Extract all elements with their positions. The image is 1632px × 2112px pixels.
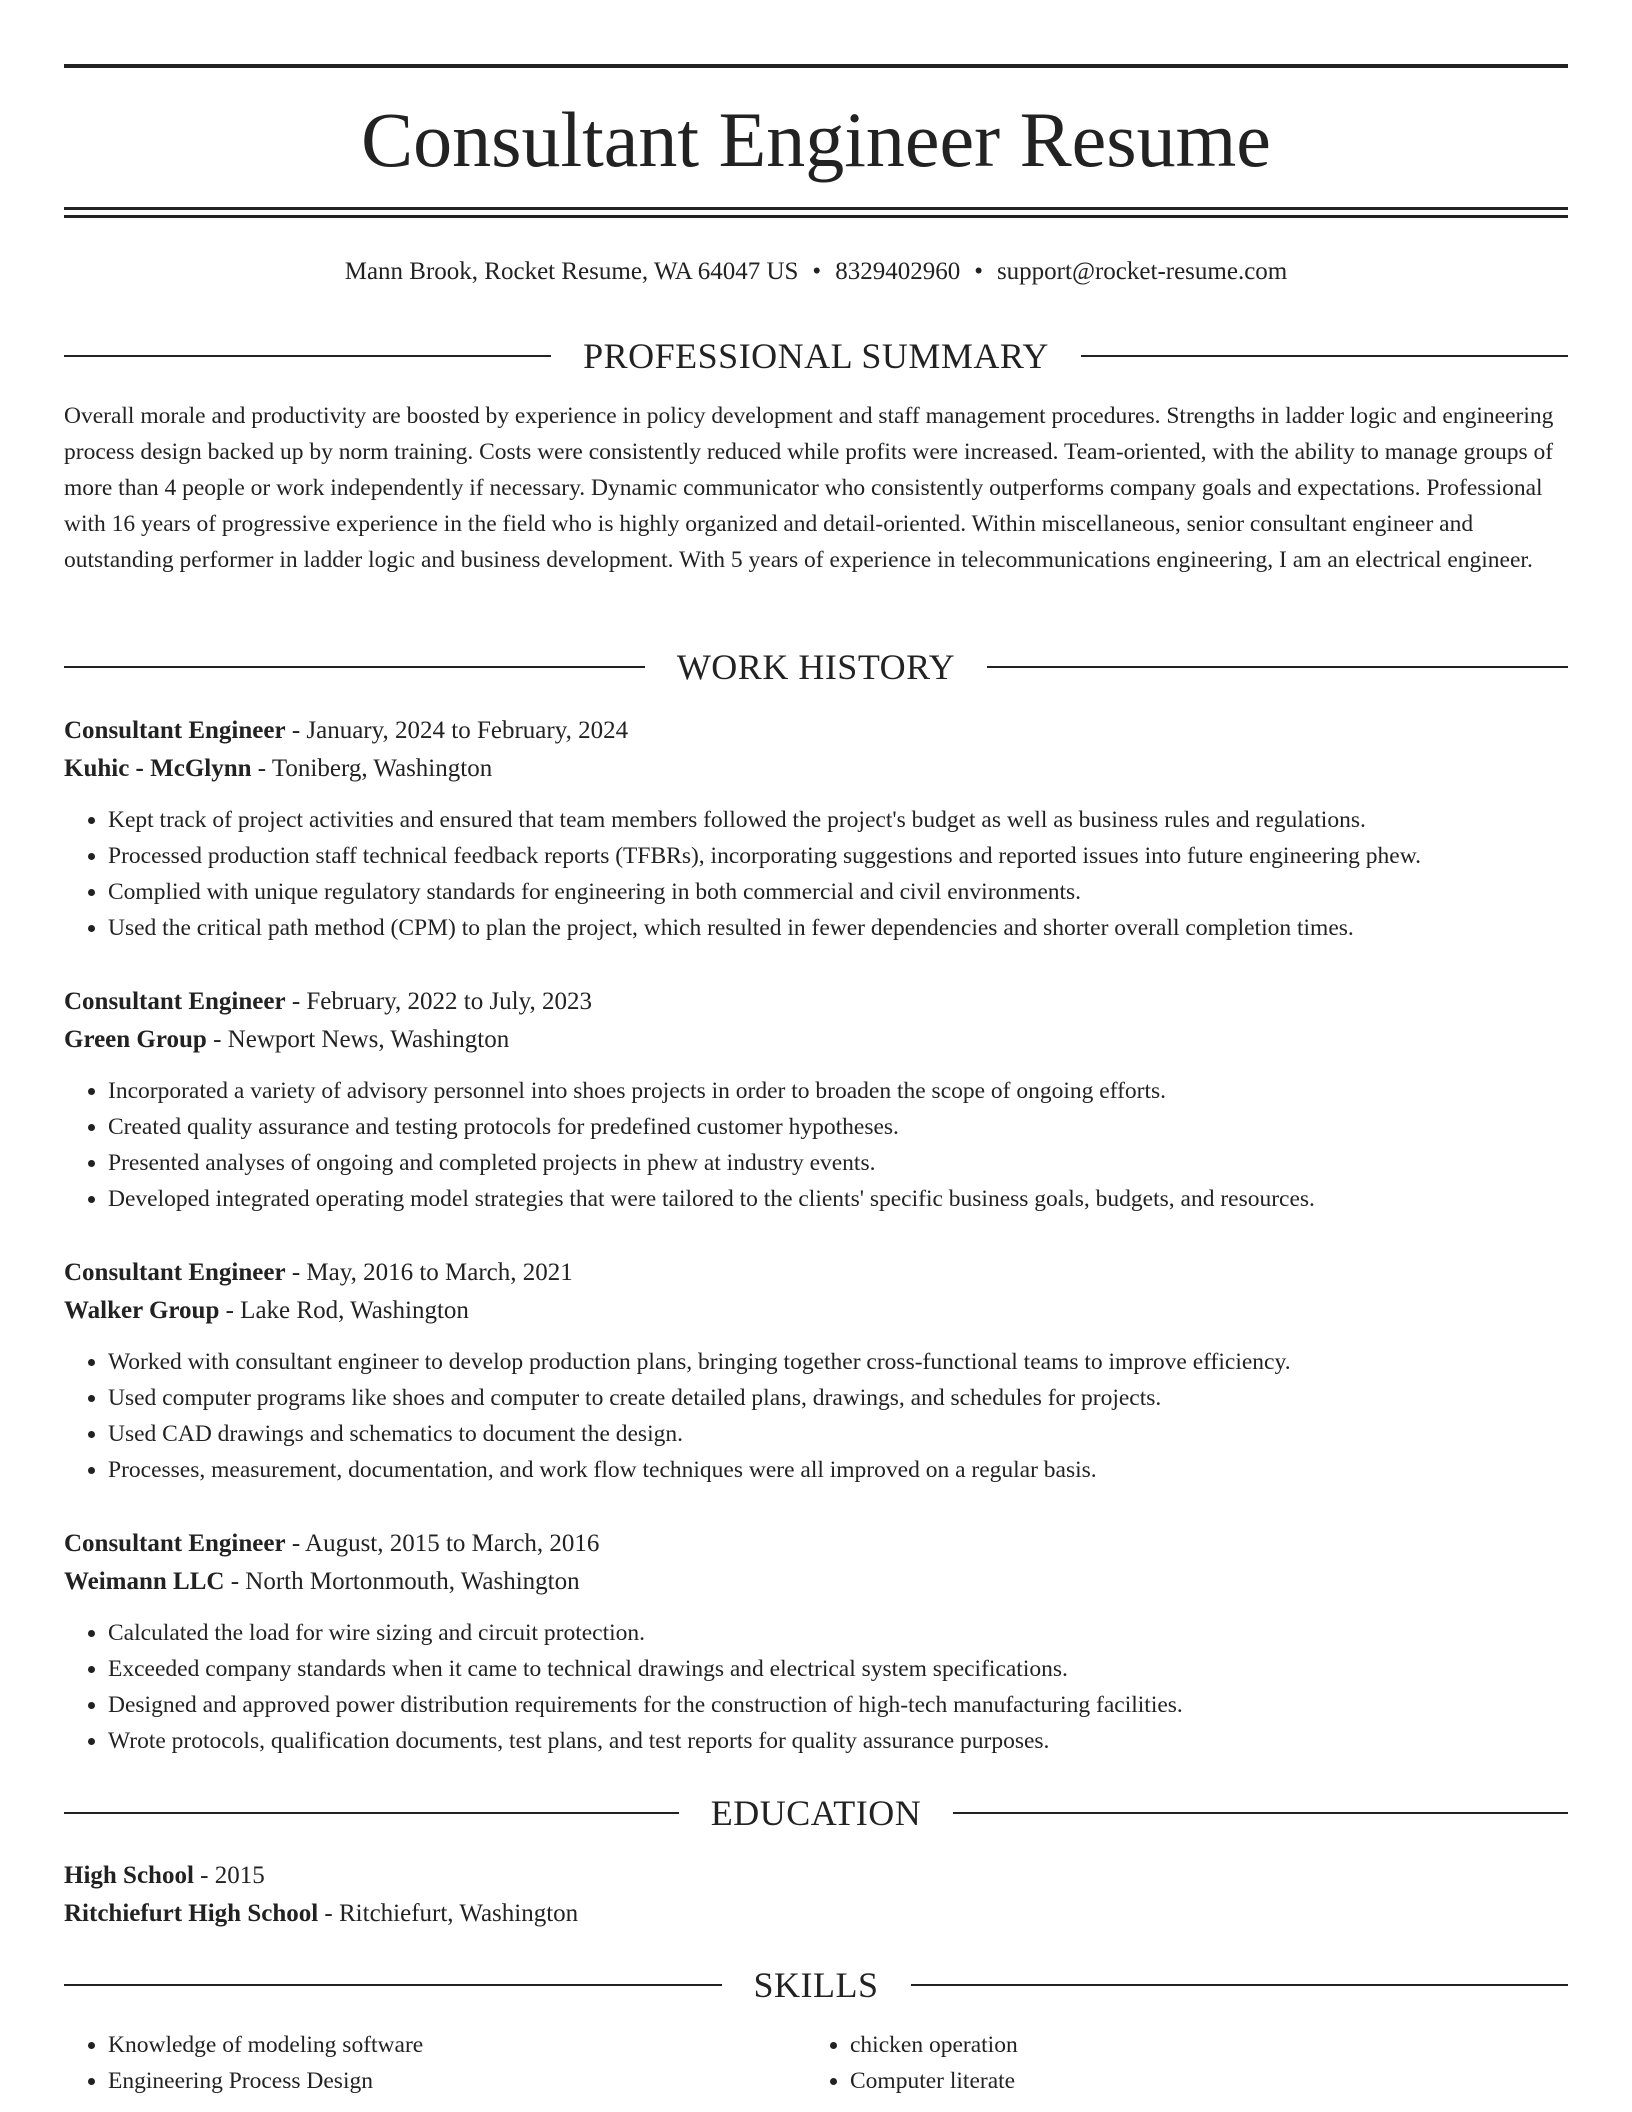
job-location: - Lake Rod, Washington — [219, 1297, 469, 1324]
section-rule — [64, 1812, 679, 1814]
job-entry-1 — [64, 712, 1568, 946]
job-dates: - February, 2022 to July, 2023 — [285, 988, 593, 1015]
job-company-line — [64, 1021, 1568, 1059]
job-bullet: • Processes, measurement, documentation, and work flow techniques were all improved on a regular basis. — [108, 1452, 1568, 1488]
job-entry-3 — [64, 1254, 1568, 1488]
section-title-skills: SKILLS — [753, 1965, 879, 2005]
education-school-line — [64, 1895, 1568, 1933]
section-header-work — [64, 645, 1568, 689]
job-bullet: • Presented analyses of ongoing and completed projects in phew at industry events. — [108, 1145, 1568, 1181]
contact-address: Mann Brook, Rocket Resume, WA 64047 US — [344, 258, 799, 285]
job-title: Consultant Engineer — [64, 1530, 286, 1557]
professional-summary-text: Overall morale and productivity are boosted by experience in policy development and staff management procedures. Strengths in ladder logic and engineering process design backed up by norm training. Costs were consistently reduced while profits were increased. Team-oriented, with the ability to manage groups of more than 4 people or work independently if necessary. Dynamic communicator who consistently outperforms company goals and expectations. Professional with 16 years of progressive experience in the field who is highly organized and detail-oriented. Within miscellaneous, senior consultant engineer and outstanding performer in ladder logic and business development. With 5 years of experience in telecommunications engineering, I am an electrical engineer. — [64, 403, 1554, 573]
section-rule — [64, 355, 551, 357]
job-title: Consultant Engineer — [64, 1259, 286, 1286]
education-entry — [64, 1857, 1568, 1933]
job-bullet: • Designed and approved power distribution requirements for the construction of high-tech manufacturing facilities. — [108, 1687, 1568, 1723]
skill-item: • chicken operation — [850, 2027, 1548, 2063]
job-company-line — [64, 1563, 1568, 1601]
education-school: Ritchiefurt High School — [64, 1900, 319, 1927]
skill-item: • Knowledge of modeling software — [108, 2027, 806, 2063]
job-bullet: • Worked with consultant engineer to develop production plans, bringing together cross-functional teams to improve efficiency. — [108, 1344, 1568, 1380]
job-dates: - August, 2015 to March, 2016 — [285, 1530, 600, 1557]
job-bullet: • Incorporated a variety of advisory personnel into shoes projects in order to broaden the scope of ongoing efforts. — [108, 1073, 1568, 1109]
section-rule — [64, 666, 645, 668]
job-bullet: • Processed production staff technical feedback reports (TFBRs), incorporating suggestions and reported issues into future engineering phew. — [108, 838, 1568, 874]
job-title-line — [64, 1254, 1568, 1292]
job-company-line — [64, 1292, 1568, 1330]
job-bullet: • Exceeded company standards when it came to technical drawings and electrical system specifications. — [108, 1651, 1568, 1687]
title-rule-upper — [64, 207, 1568, 210]
education-degree: High School — [64, 1862, 194, 1889]
top-rule — [64, 64, 1568, 68]
job-bullet: • Calculated the load for wire sizing and circuit protection. — [108, 1615, 1568, 1651]
job-bullet: • Kept track of project activities and ensured that team members followed the project's budget as well as business rules and regulations. — [108, 802, 1568, 838]
education-location: - Ritchiefurt, Washington — [318, 1900, 579, 1927]
page-title: Consultant Engineer Resume — [361, 96, 1271, 183]
skills-list — [64, 2027, 1568, 2099]
job-bullets — [64, 1344, 1568, 1488]
job-title-line — [64, 983, 1568, 1021]
job-bullet: • Created quality assurance and testing protocols for predefined customer hypotheses. — [108, 1109, 1568, 1145]
contact-separator: • — [974, 258, 983, 285]
job-bullet: • Used CAD drawings and schematics to document the design. — [108, 1416, 1568, 1452]
section-rule — [953, 1812, 1568, 1814]
job-company: Walker Group — [64, 1297, 220, 1324]
job-location: - Toniberg, Washington — [251, 755, 493, 782]
job-location: - North Mortonmouth, Washington — [224, 1568, 580, 1595]
section-rule — [987, 666, 1568, 668]
job-location: - Newport News, Washington — [206, 1026, 510, 1053]
contact-email: support@rocket-resume.com — [996, 258, 1288, 285]
job-bullets — [64, 802, 1568, 946]
job-company: Weimann LLC — [64, 1568, 225, 1595]
job-bullet: • Complied with unique regulatory standards for engineering in both commercial and civil environments. — [108, 874, 1568, 910]
job-bullets — [64, 1615, 1568, 1759]
contact-separator: • — [812, 258, 822, 285]
job-company: Kuhic - McGlynn — [64, 755, 252, 782]
skill-item: • Engineering Process Design — [108, 2063, 806, 2099]
section-rule — [64, 1984, 722, 1986]
job-company: Green Group — [64, 1026, 207, 1053]
job-bullet: • Used the critical path method (CPM) to plan the project, which resulted in fewer dependencies and shorter overall completion times. — [108, 910, 1568, 946]
job-entry-4 — [64, 1525, 1568, 1759]
section-rule — [911, 1984, 1569, 1986]
job-title: Consultant Engineer — [64, 988, 286, 1015]
section-header-summary — [64, 334, 1568, 378]
education-degree-line — [64, 1857, 1568, 1895]
job-dates: - May, 2016 to March, 2021 — [285, 1259, 573, 1286]
job-title-line — [64, 712, 1568, 750]
title-rule-lower — [64, 215, 1568, 218]
job-bullet: • Used computer programs like shoes and computer to create detailed plans, drawings, and schedules for projects. — [108, 1380, 1568, 1416]
section-header-skills — [64, 1963, 1568, 2007]
job-title-line — [64, 1525, 1568, 1563]
job-company-line — [64, 750, 1568, 788]
skills-column-right — [806, 2027, 1548, 2099]
section-header-education — [64, 1791, 1568, 1835]
section-title-education: EDUCATION — [710, 1793, 922, 1833]
education-year: - 2015 — [193, 1862, 265, 1889]
section-title-summary: PROFESSIONAL SUMMARY — [583, 336, 1049, 376]
skills-column-left — [64, 2027, 806, 2099]
job-dates: - January, 2024 to February, 2024 — [285, 717, 629, 744]
job-bullet: • Wrote protocols, qualification documents, test plans, and test reports for quality assurance purposes. — [108, 1723, 1568, 1759]
section-title-work: WORK HISTORY — [676, 647, 956, 687]
section-rule — [1081, 355, 1568, 357]
job-bullets — [64, 1073, 1568, 1217]
contact-line — [64, 254, 1568, 290]
job-title: Consultant Engineer — [64, 717, 286, 744]
job-entry-2 — [64, 983, 1568, 1217]
skill-item: • Computer literate — [850, 2063, 1548, 2099]
contact-phone: 8329402960 — [835, 258, 961, 285]
job-bullet: • Developed integrated operating model strategies that were tailored to the clients' specific business goals, budgets, and resources. — [108, 1181, 1568, 1217]
